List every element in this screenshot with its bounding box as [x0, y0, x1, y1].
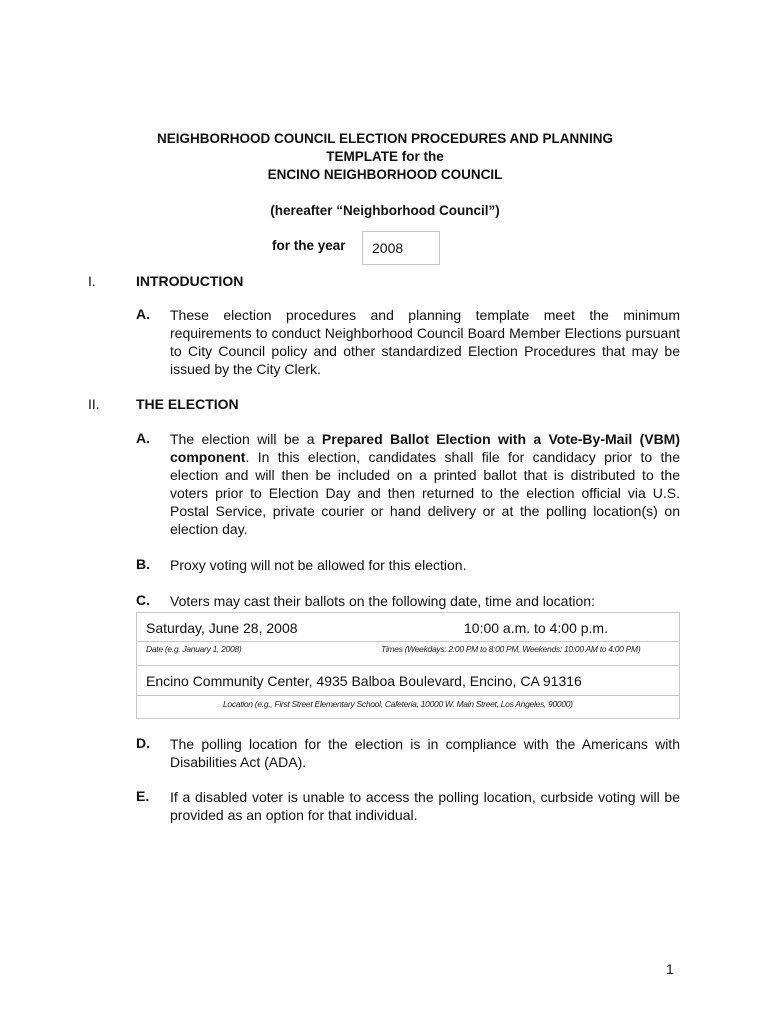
location-hint: Location (e.g., First Street Elementary School, Cafeteria, 10000 W. Main Street, Los Angeles, 90000): [223, 699, 573, 709]
section-title-the-election: THE ELECTION: [136, 396, 239, 412]
item-text: Voters may cast their ballots on the following date, time and location:: [170, 593, 595, 609]
section-number: I.: [88, 273, 96, 289]
time-field[interactable]: 10:00 a.m. to 4:00 p.m.: [464, 620, 608, 636]
table-divider: [137, 695, 679, 696]
section-title-introduction: INTRODUCTION: [136, 273, 244, 289]
document-title-line3: ENCINO NEIGHBORHOOD COUNCIL: [267, 167, 503, 182]
item-letter: C.: [136, 592, 150, 608]
item-text: [170, 430, 680, 538]
item-text: These election procedures and planning template meet the minimum requirements to conduct Neighborhood Council Board Member Elections pursuant to City Council policy and other standardized Election Procedures that may be issued by the City Clerk.: [170, 307, 680, 377]
item-letter: D.: [136, 735, 150, 751]
item-text-bold: Prepared Ballot Election with a Vote-By-Mail (VBM) component: [170, 431, 680, 465]
year-label: for the year: [272, 238, 346, 253]
date-field[interactable]: Saturday, June 28, 2008: [146, 620, 298, 636]
item-text-post: . In this election, candidates shall file for candidacy prior to the election and will then be included on a printed ballot that is distributed to the voters prior to Election Day and then returned to the election official via U.S. Postal Service, private courier or hand delivery or at the polling location(s) on election day.: [170, 449, 680, 537]
voting-details-table: [136, 612, 680, 719]
item-text: Proxy voting will not be allowed for this election.: [170, 557, 467, 573]
document-title-line1: NEIGHBORHOOD COUNCIL ELECTION PROCEDURES AND PLANNING: [156, 131, 614, 146]
item-letter: B.: [136, 556, 150, 572]
year-field[interactable]: 2008: [362, 231, 440, 265]
hereafter-note: (hereafter “Neighborhood Council”): [270, 203, 500, 218]
table-divider: [137, 641, 679, 642]
item-letter: A.: [136, 430, 150, 446]
item-letter: A.: [136, 306, 150, 322]
table-divider: [137, 665, 679, 666]
item-text: The polling location for the election is in compliance with the Americans with Disabilities Act (ADA).: [170, 736, 680, 770]
time-hint: Times (Weekdays: 2:00 PM to 8:00 PM, Weekends: 10:00 AM to 4:00 PM): [381, 644, 641, 654]
item-text: If a disabled voter is unable to access the polling location, curbside voting will be provided as an option for that individual.: [170, 789, 680, 823]
page-number: 1: [666, 961, 674, 977]
section-number: II.: [88, 396, 100, 412]
date-hint: Date (e.g. January 1, 2008): [146, 644, 242, 654]
location-field[interactable]: Encino Community Center, 4935 Balboa Boulevard, Encino, CA 91316: [146, 673, 582, 689]
document-title-line2: TEMPLATE for the: [326, 149, 444, 164]
item-letter: E.: [136, 788, 150, 804]
item-text-pre: The election will be a: [170, 431, 322, 447]
